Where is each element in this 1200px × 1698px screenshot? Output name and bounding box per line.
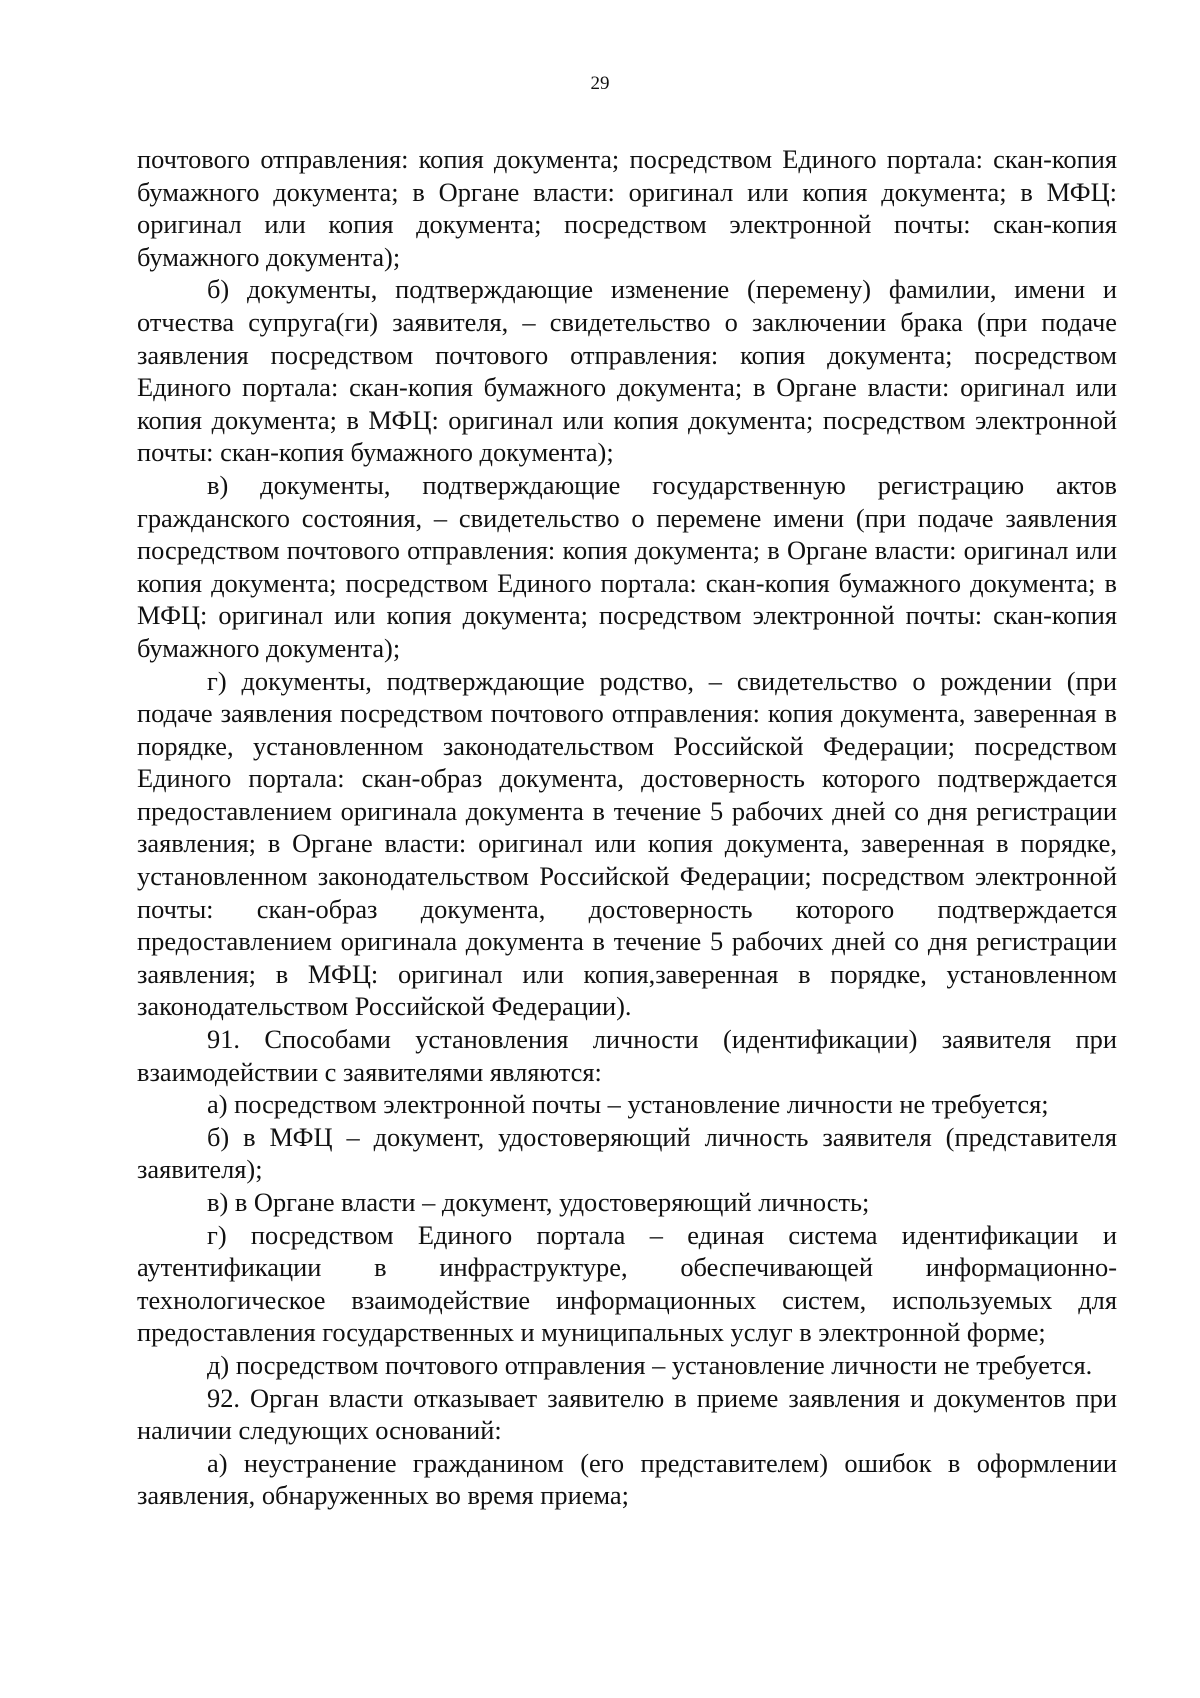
- paragraph-91-item-a: а) посредством электронной почты – установление личности не требуется;: [207, 1089, 1049, 1120]
- page-number: 29: [590, 73, 610, 94]
- paragraph-continuation: почтового отправления: копия документа; посредством Единого портала: скан-копия бумажного документа; в Органе власти: оригинал или копия документа; в МФЦ: оригинал или копия документа; посредством электронной почты: скан-копия бумажного документа);: [137, 144, 1117, 272]
- paragraph-91-identification: 91. Способами установления личности (идентификации) заявителя при взаимодействии с заявителями являются:: [137, 1024, 1117, 1087]
- paragraph-92-item-a: а) неустранение гражданином (его представителем) ошибок в оформлении заявления, обнаруженных во время приема;: [137, 1447, 1117, 1511]
- paragraph-91-item-b: б) в МФЦ – документ, удостоверяющий личность заявителя (представителя заявителя);: [137, 1121, 1117, 1185]
- document-body: [137, 143, 1117, 1512]
- paragraph-item-v-name-change: в) документы, подтверждающие государственную регистрацию актов гражданского состояния, – свидетельство о перемене имени (при подаче заявления посредством почтового отправления: копия документа; в Органе власти: оригинал или копия документа; посредством Единого портала: скан-копия бумажного документа; в МФЦ: оригинал или копия документа; посредством электронной почты: скан-копия бумажного документа);: [137, 469, 1117, 663]
- paragraph-item-b-marriage: б) документы, подтверждающие изменение (перемену) фамилии, имени и отчества супруга(ги) заявителя, – свидетельство о заключении брака (при подаче заявления посредством почтового отправления: копия документа; посредством Единого портала: скан-копия бумажного документа; в Органе власти: оригинал или копия документа; в МФЦ: оригинал или копия документа; посредством электронной почты: скан-копия бумажного документа);: [137, 274, 1117, 468]
- paragraph-91-item-g: г) посредством Единого портала – единая система идентификации и аутентификации в инфраструктуре, обеспечивающей информационно-технологическое взаимодействие информационных систем, используемых для предоставления государственных и муниципальных услуг в электронной форме;: [137, 1219, 1117, 1348]
- paragraph-item-g-kinship: г) документы, подтверждающие родство, – свидетельство о рождении (при подаче заявления посредством почтового отправления: копия документа, заверенная в порядке, установленном законодательством Российской Федерации; посредством Единого портала: скан-образ документа, достоверность которого подтверждается предоставлением оригинала документа в течение 5 рабочих дней со дня регистрации заявления; в Органе власти: оригинал или копия документа, заверенная в порядке, установленном законодательством Российской Федерации; посредством электронной почты: скан-образ документа, достоверность которого подтверждается предоставлением оригинала документа в течение 5 рабочих дней со дня регистрации заявления; в МФЦ: оригинал или копия,заверенная в порядке, установленном законодательством Российской Федерации).: [137, 665, 1117, 1022]
- paragraph-91-item-v: в) в Органе власти – документ, удостоверяющий личность;: [207, 1187, 870, 1217]
- paragraph-92-refusal: 92. Орган власти отказывает заявителю в приеме заявления и документов при наличии следующих оснований:: [137, 1382, 1117, 1446]
- paragraph-91-item-d: д) посредством почтового отправления – установление личности не требуется.: [207, 1349, 1093, 1380]
